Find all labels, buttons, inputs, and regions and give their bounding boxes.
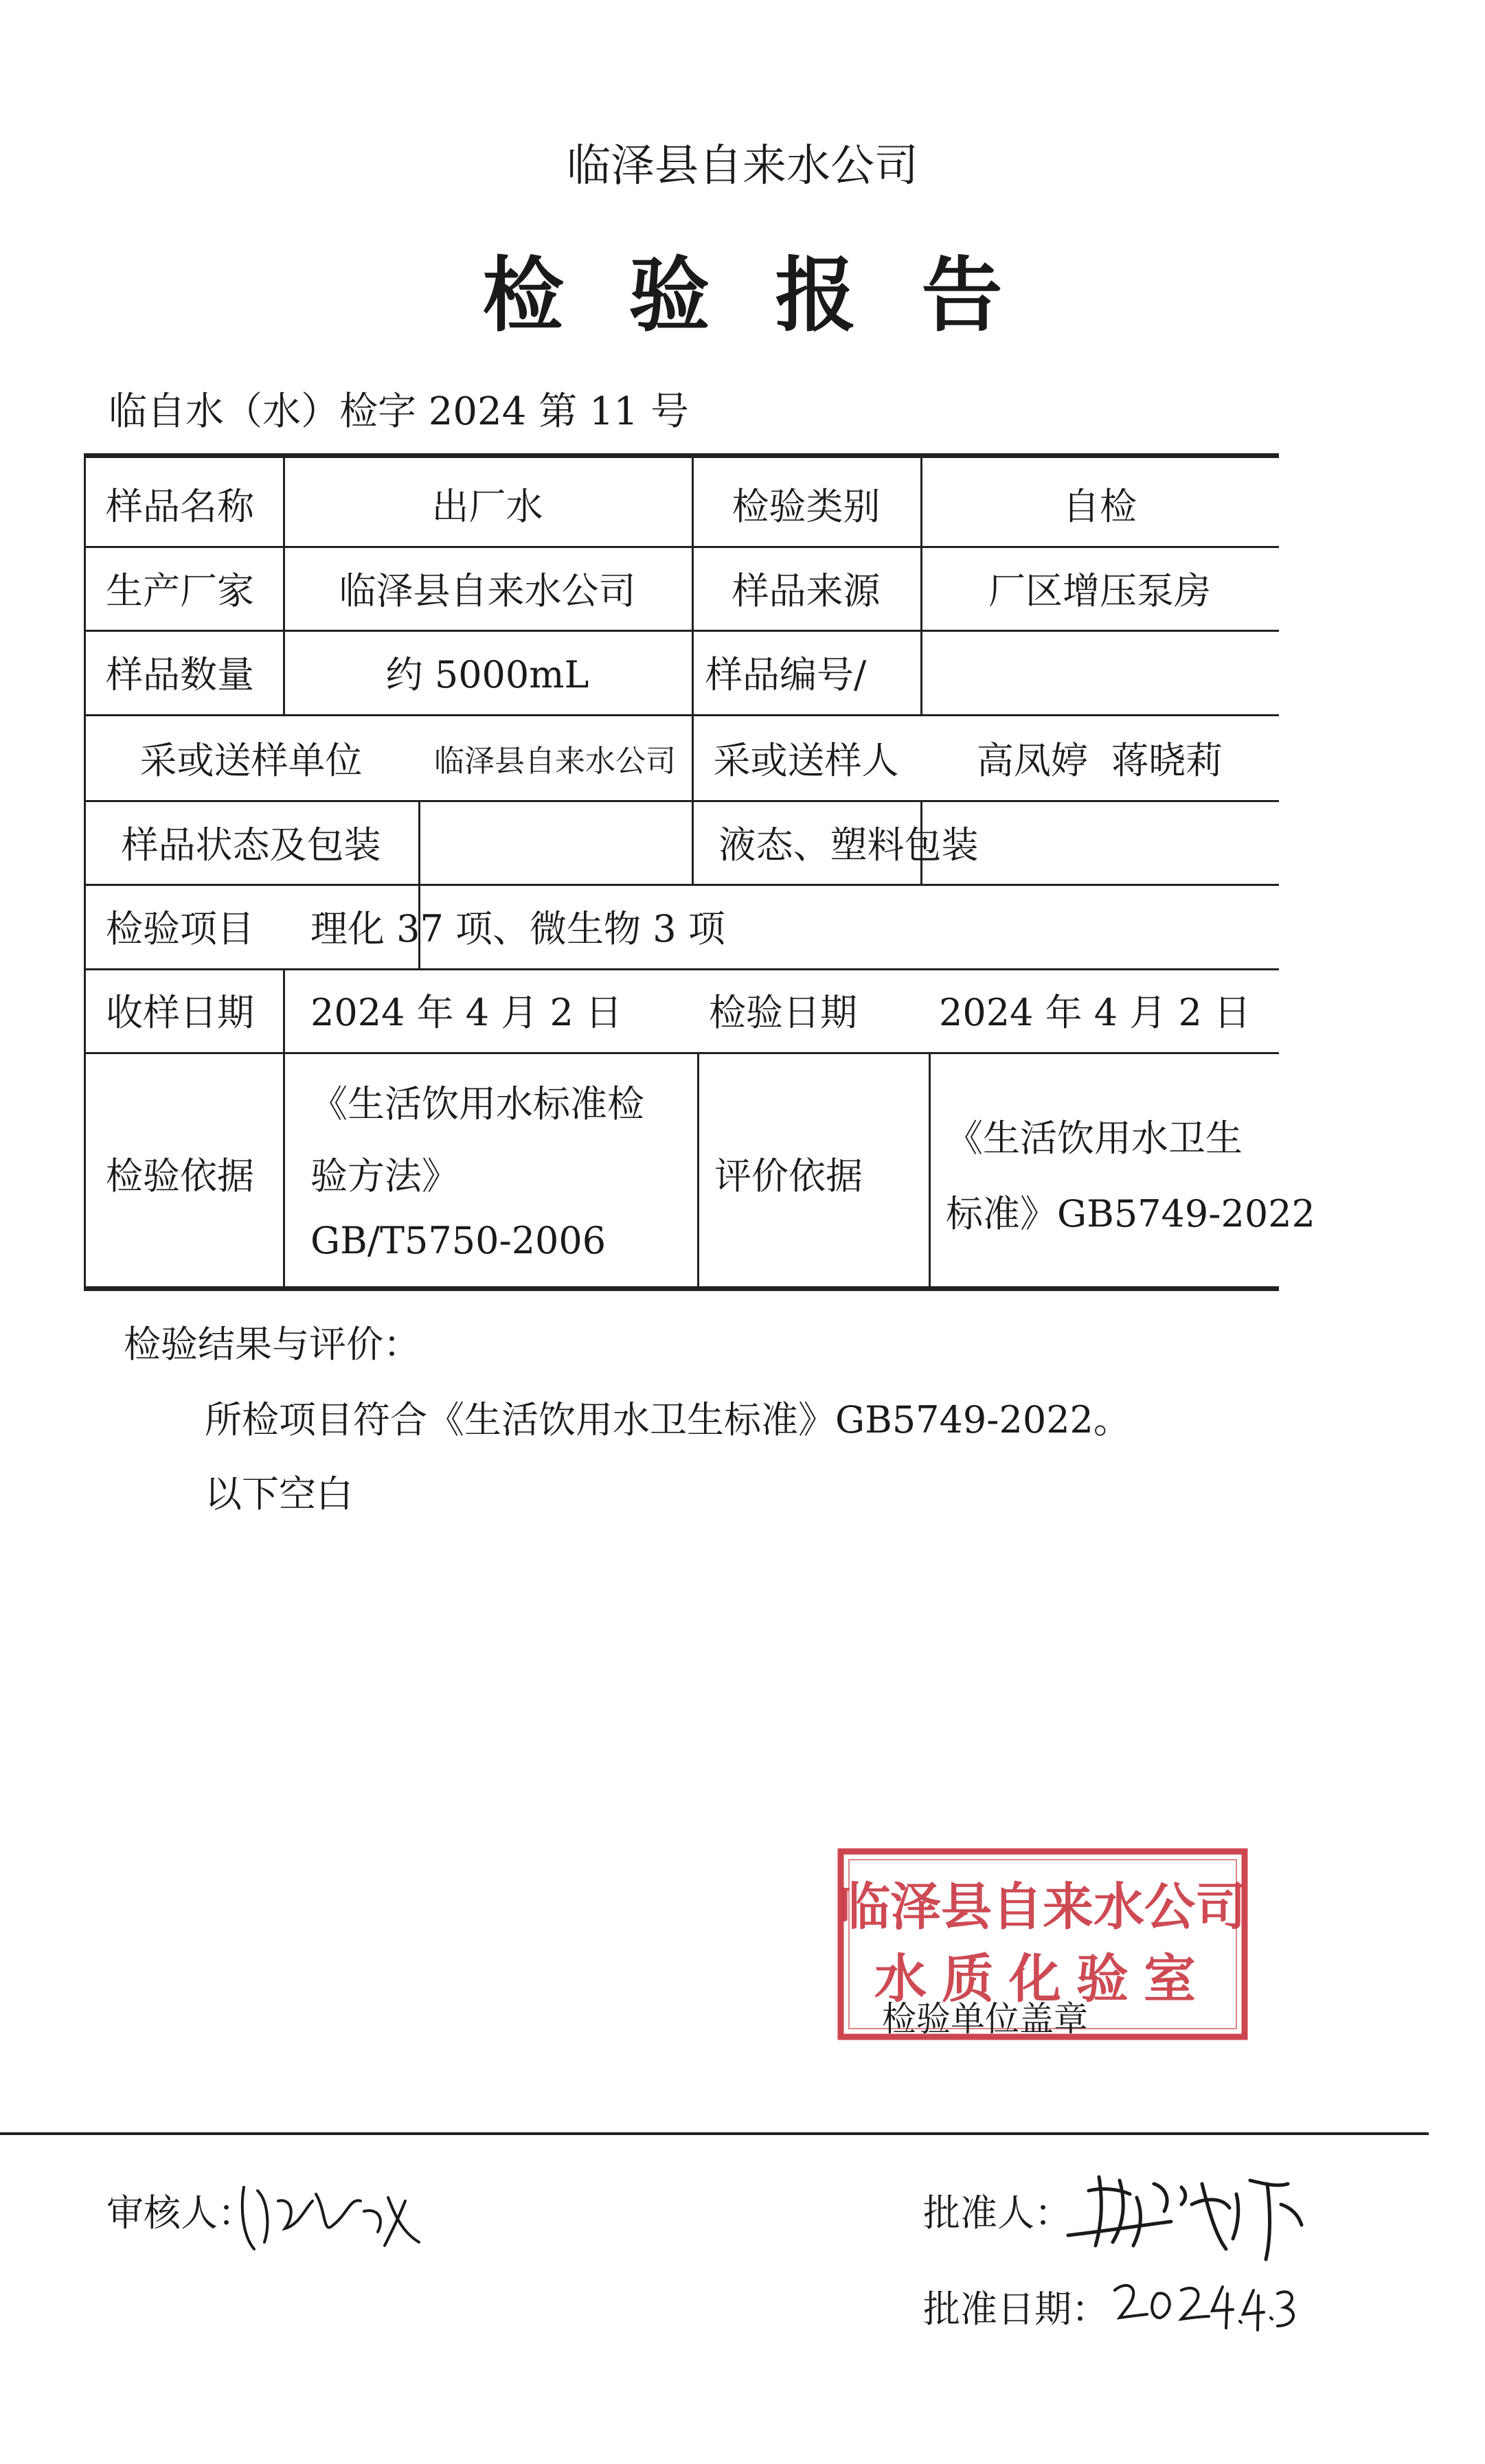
receive-date-value: 2024 年 4 月 2 日 (310, 991, 622, 1034)
sample-qty-label: 样品数量 (106, 653, 254, 696)
sample-state-label: 样品状态及包装 (121, 823, 381, 867)
seal-line-1: 临泽县自来水公司 (839, 1878, 1246, 1937)
eval-basis-line-1: 《生活饮用水卫生 (946, 1117, 1243, 1160)
approver-signature (1061, 2156, 1322, 2266)
manufacturer-label: 生产厂家 (106, 569, 254, 613)
inspection-info-table (84, 453, 1315, 1291)
test-basis-line-3: GB/T5750-2006 (310, 1219, 607, 1262)
test-basis-line-2: 验方法》 (310, 1154, 459, 1198)
test-items-value: 理化 37 项、微生物 3 项 (310, 907, 725, 950)
sender-person-label: 采或送样人 (713, 739, 899, 782)
test-date-label: 检验日期 (709, 991, 857, 1034)
reviewer-label: 审核人： (106, 2191, 255, 2235)
results-label: 检验结果与评价： (124, 1323, 420, 1366)
sample-name-label: 样品名称 (106, 485, 254, 528)
footer-divider (0, 2132, 1429, 2135)
results-text: 所检项目符合《生活饮用水卫生标准》GB5749-2022。 (205, 1398, 1131, 1441)
approve-date-handwritten (1109, 2263, 1302, 2338)
receive-date-label: 收样日期 (106, 991, 254, 1034)
blank-note: 以下空白 (205, 1472, 353, 1516)
seal-line-2: 水质化验室 (874, 1948, 1211, 2009)
sample-name-value: 出厂水 (431, 485, 543, 528)
reviewer-signature (230, 2160, 436, 2263)
seal-caption: 检验单位盖章 (882, 1999, 1088, 2039)
test-basis-label: 检验依据 (106, 1154, 254, 1198)
manufacturer-value: 临泽县自来水公司 (339, 569, 636, 613)
approver-label: 批准人： (923, 2191, 1072, 2235)
sender-unit-value: 临泽县自来水公司 (434, 744, 676, 779)
report-number: 临自水（水）检字 2024 第 11 号 (109, 389, 689, 434)
company-header: 临泽县自来水公司 (567, 141, 918, 192)
approve-date-label: 批准日期： (923, 2288, 1109, 2331)
sample-qty-value: 约 5000mL (385, 653, 589, 696)
sample-source-value: 厂区增压泵房 (988, 569, 1211, 613)
sender-unit-label: 采或送样单位 (139, 739, 363, 782)
sample-state-value: 液态、塑料包装 (718, 823, 979, 867)
report-title: 检验报告 (482, 248, 1068, 343)
test-items-label: 检验项目 (106, 907, 254, 950)
sample-source-label: 样品来源 (732, 569, 881, 613)
eval-basis-label: 评价依据 (714, 1154, 863, 1198)
sample-no-label: 样品编号/ (705, 653, 867, 696)
test-type-value: 自检 (1063, 485, 1137, 528)
test-date-value: 2024 年 4 月 2 日 (939, 991, 1251, 1034)
sender-person-value: 高凤婷 蒋晓莉 (976, 739, 1223, 782)
eval-basis-line-2: 标准》GB5749-2022 (946, 1192, 1315, 1235)
test-basis-line-1: 《生活饮用水标准检 (310, 1082, 644, 1126)
test-type-label: 检验类别 (732, 485, 881, 528)
